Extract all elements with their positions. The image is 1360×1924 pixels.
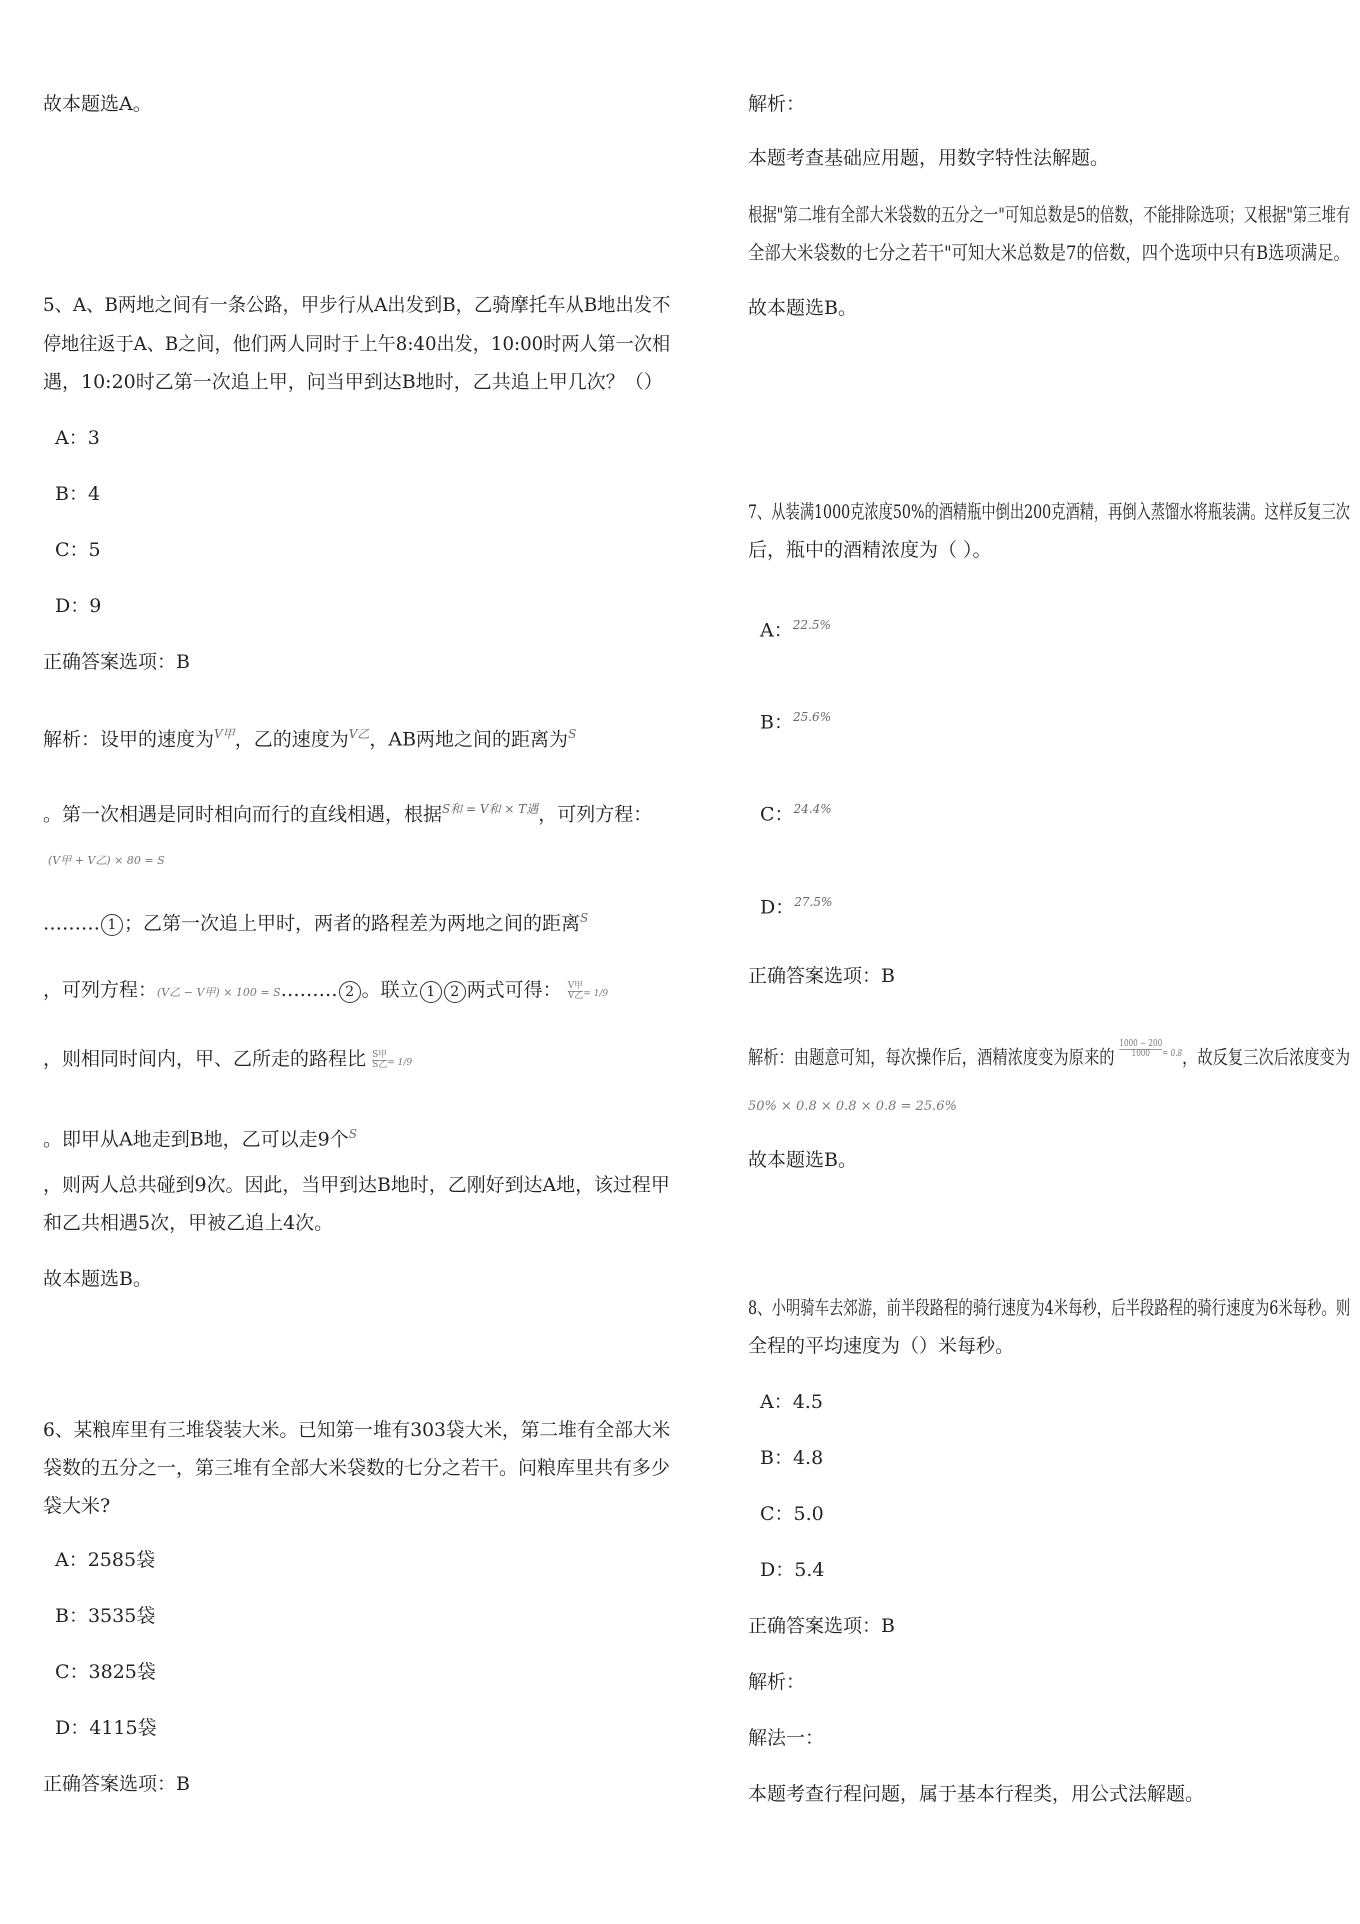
circled-number: 1 xyxy=(101,914,123,936)
q5-equation-1: (V甲 + V乙) × 80 = S xyxy=(48,854,165,867)
q7-option-d[interactable]: D：$^{27.5\%}$ xyxy=(760,895,833,919)
q7-equation: 50% × 0.8 × 0.8 × 0.8 = 25.6% xyxy=(748,1099,957,1114)
q6-analysis-label: 解析： xyxy=(748,93,806,115)
q7-analysis-line-1: 解析：由题意可知，每次操作后，酒精浓度变为原来的 $\frac{1000 - 200}{1000}$ $^{= 0.8}$，故反复三次后浓度变为 xyxy=(748,1039,1351,1069)
circled-number: 2 xyxy=(444,981,466,1003)
q7-answer: 正确答案选项：B xyxy=(748,965,895,987)
q5-option-c[interactable]: C：5 xyxy=(55,539,101,561)
q8-analysis-line-1: 本题考查行程问题，属于基本行程类，用公式法解题。 xyxy=(748,1783,1205,1805)
q5-analysis-line-4: ，可列方程：(V乙 − V甲) × 100 = S……… 2 。联立 1 2 两式可得： $\frac{\text{V甲}}{\text{V乙}}$ = 1/9 xyxy=(43,979,609,1001)
q8-analysis-label: 解析： xyxy=(748,1671,806,1693)
q8-stem-line-1: 8、小明骑车去郊游，前半段路程的骑行速度为4米每秒，后半段路程的骑行速度为6米每秒。则 xyxy=(748,1297,1351,1319)
q7-option-c[interactable]: C：$^{24.4\%}$ xyxy=(760,802,832,826)
q8-option-d[interactable]: D：5.4 xyxy=(760,1559,825,1581)
fraction: $\frac{\text{V甲}}{\text{V乙}}$ xyxy=(567,980,584,1001)
q5-analysis-line-8: 和乙共相遇5次，甲被乙追上4次。 xyxy=(43,1212,334,1234)
q6-conclusion: 故本题选B。 xyxy=(748,297,857,319)
q8-method-1: 解法一： xyxy=(748,1727,825,1749)
q8-stem-line-2: 全程的平均速度为（）米每秒。 xyxy=(748,1335,1015,1357)
q6-analysis-line-3: 全部大米袋数的七分之若干"可知大米总数是7的倍数，四个选项中只有B选项满足。 xyxy=(748,242,1350,264)
q5-analysis-line-2: 。第一次相遇是同时相向而行的直线相遇，根据$^{S和 = V和 \times T遇}$，可列方程： xyxy=(43,802,653,826)
fraction: $\frac{\text{S甲}}{\text{S乙}}$ xyxy=(372,1049,388,1070)
circled-number: 1 xyxy=(420,981,442,1003)
q5-stem-line-1: 5、A、B两地之间有一条公路，甲步行从A出发到B，乙骑摩托车从B地出发不 xyxy=(43,294,671,316)
q6-option-a[interactable]: A：2585袋 xyxy=(55,1549,156,1571)
q5-answer: 正确答案选项：B xyxy=(43,651,190,673)
q6-option-b[interactable]: B：3535袋 xyxy=(55,1605,156,1627)
q6-stem-line-3: 袋大米? xyxy=(43,1495,111,1517)
q7-option-a[interactable]: A：$^{22.5\%}$ xyxy=(760,618,831,642)
q6-analysis-line-2: 根据"第二堆有全部大米袋数的五分之一"可知总数是5的倍数，不能排除选项；又根据"第三堆有 xyxy=(748,204,1351,226)
q5-option-d[interactable]: D：9 xyxy=(55,595,102,617)
q8-option-c[interactable]: C：5.0 xyxy=(760,1503,824,1525)
q7-conclusion: 故本题选B。 xyxy=(748,1149,857,1171)
q7-stem-line-2: 后，瓶中的酒精浓度为（ ）。 xyxy=(748,539,992,561)
q8-option-b[interactable]: B：4.8 xyxy=(760,1447,824,1469)
q5-stem-line-3: 遇，10:20时乙第一次追上甲，问当甲到达B地时，乙共追上甲几次？（） xyxy=(43,371,663,393)
q5-analysis-line-6: 。即甲从A地走到B地，乙可以走9个$^S$ xyxy=(43,1127,358,1151)
q6-option-c[interactable]: C：3825袋 xyxy=(55,1661,156,1683)
q5-stem-line-2: 停地往返于A、B之间，他们两人同时于上午8:40出发，10:00时两人第一次相 xyxy=(43,333,671,355)
q6-stem-line-2: 袋数的五分之一，第三堆有全部大米袋数的七分之若干。问粮库里共有多少 xyxy=(43,1457,671,1479)
circled-number: 2 xyxy=(339,981,361,1003)
q6-answer: 正确答案选项：B xyxy=(43,1773,190,1795)
q5-analysis-line-3: ……… 1 ；乙第一次追上甲时，两者的路程差为两地之间的距离$^S$ xyxy=(43,911,589,935)
q7-stem-line-1: 7、从装满1000克浓度50%的酒精瓶中倒出200克酒精，再倒入蒸馏水将瓶装满。这样反复三次 xyxy=(748,501,1350,523)
q6-analysis-line-1: 本题考查基础应用题，用数字特性法解题。 xyxy=(748,147,1110,169)
q5-analysis-line-5: ，则相同时间内，甲、乙所走的路程比 $\frac{\text{S甲}}{\text{S乙}}$ = 1/9 xyxy=(43,1048,413,1070)
q5-option-b[interactable]: B：4 xyxy=(55,483,101,505)
q5-analysis-line-1: 解析：设甲的速度为$^{V甲}$，乙的速度为$^{V乙}$，AB两地之间的距离为$^S$ xyxy=(43,727,577,751)
q8-option-a[interactable]: A：4.5 xyxy=(760,1391,823,1413)
q6-stem-line-1: 6、某粮库里有三堆袋装大米。已知第一堆有303袋大米，第二堆有全部大米 xyxy=(43,1419,671,1441)
q8-answer: 正确答案选项：B xyxy=(748,1615,895,1637)
q5-conclusion: 故本题选B。 xyxy=(43,1268,152,1290)
q6-option-d[interactable]: D：4115袋 xyxy=(55,1717,157,1739)
q7-option-b[interactable]: B：$^{25.6\%}$ xyxy=(760,710,832,734)
q5-option-a[interactable]: A：3 xyxy=(55,427,100,449)
q5-analysis-line-7: ，则两人总共碰到9次。因此，当甲到达B地时，乙刚好到达A地，该过程甲 xyxy=(43,1174,670,1196)
q4-conclusion: 故本题选A。 xyxy=(43,93,152,115)
fraction: $\frac{1000 - 200}{1000}$ xyxy=(1119,1039,1163,1059)
